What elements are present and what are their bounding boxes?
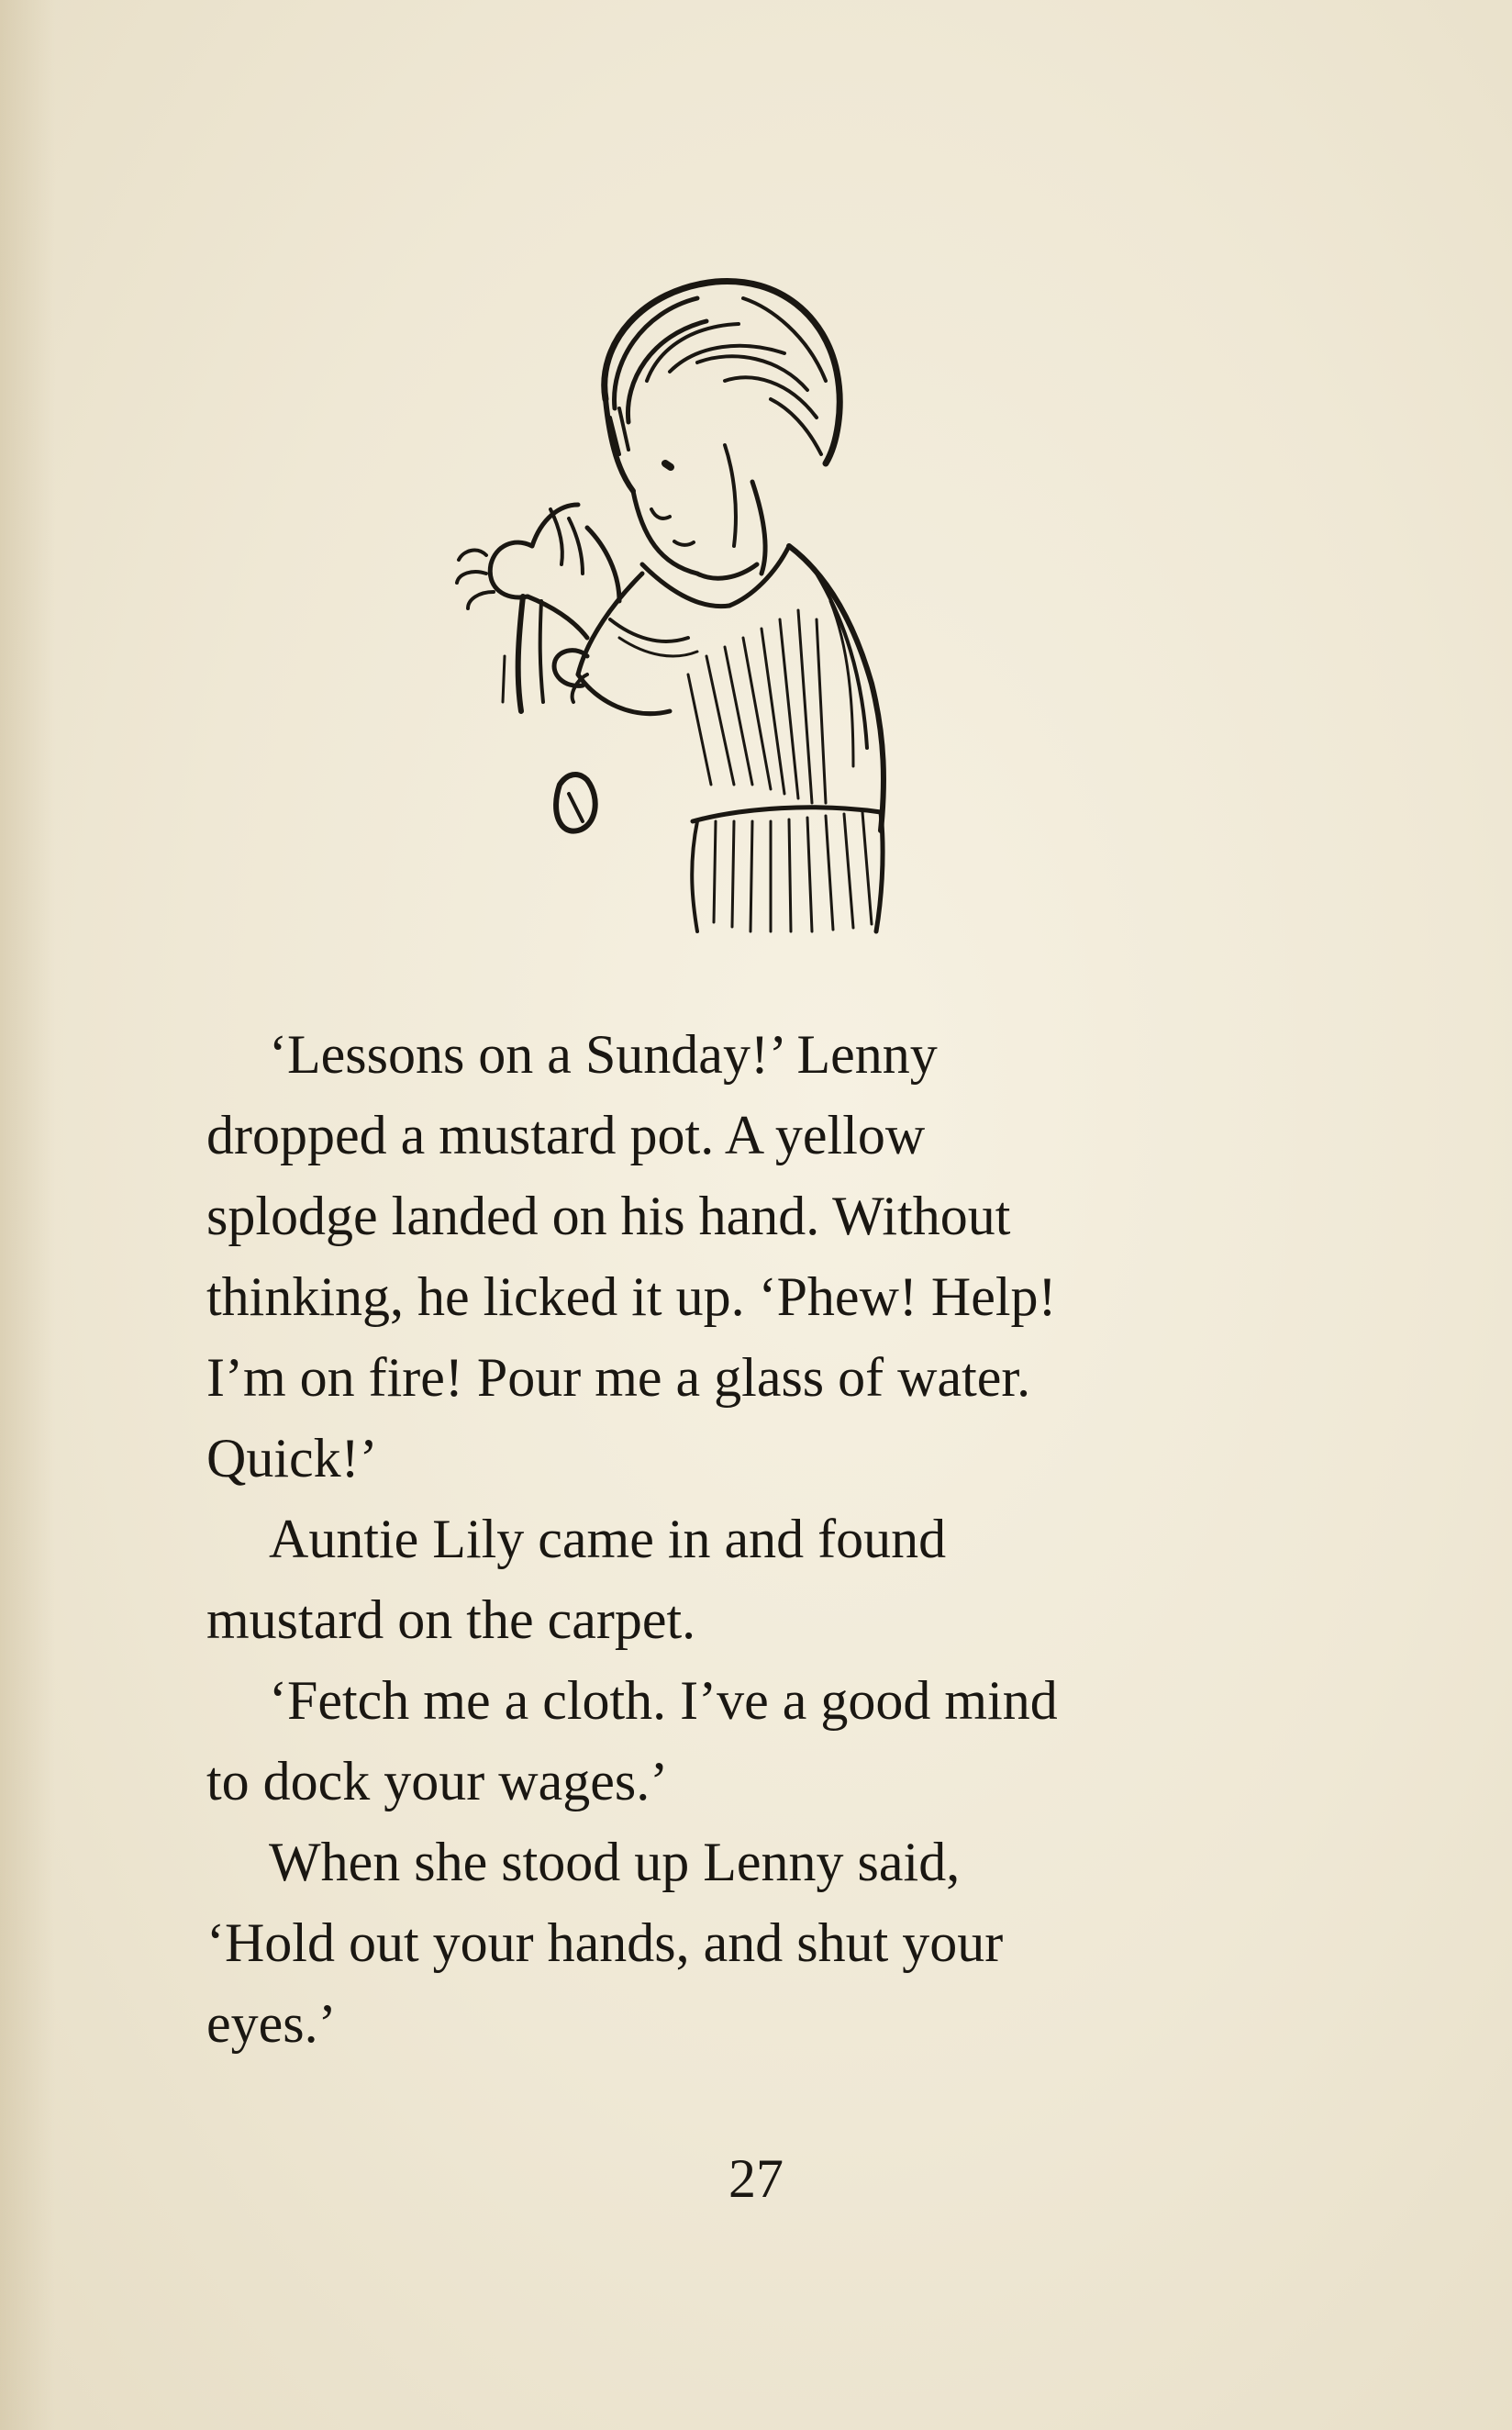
text-line: thinking, he licked it up. ‘Phew! Help! [206, 1266, 1057, 1327]
page-edge-shadow [0, 0, 55, 2430]
text-line: I’m on fire! Pour me a glass of water. [206, 1347, 1031, 1408]
text-line: mustard on the carpet. [206, 1589, 696, 1650]
page-number: 27 [728, 2148, 784, 2209]
boy-with-mustard-pot-illustration [422, 271, 1009, 968]
text-line: ‘Fetch me a cloth. I’ve a good mind [269, 1670, 1058, 1731]
text-line: Auntie Lily came in and found [269, 1509, 947, 1569]
text-line: to dock your wages.’ [206, 1751, 669, 1811]
text-line: dropped a mustard pot. A yellow [206, 1105, 926, 1165]
story-text [206, 1014, 1317, 2064]
text-line: ‘Hold out your hands, and shut your [206, 1912, 1004, 1973]
text-line: When she stood up Lenny said, [269, 1832, 961, 1892]
text-line: Quick!’ [206, 1428, 378, 1488]
text-line: ‘Lessons on a Sunday!’ Lenny [269, 1024, 938, 1085]
text-line: splodge landed on his hand. Without [206, 1186, 1011, 1246]
text-line: eyes.’ [206, 1993, 337, 2054]
